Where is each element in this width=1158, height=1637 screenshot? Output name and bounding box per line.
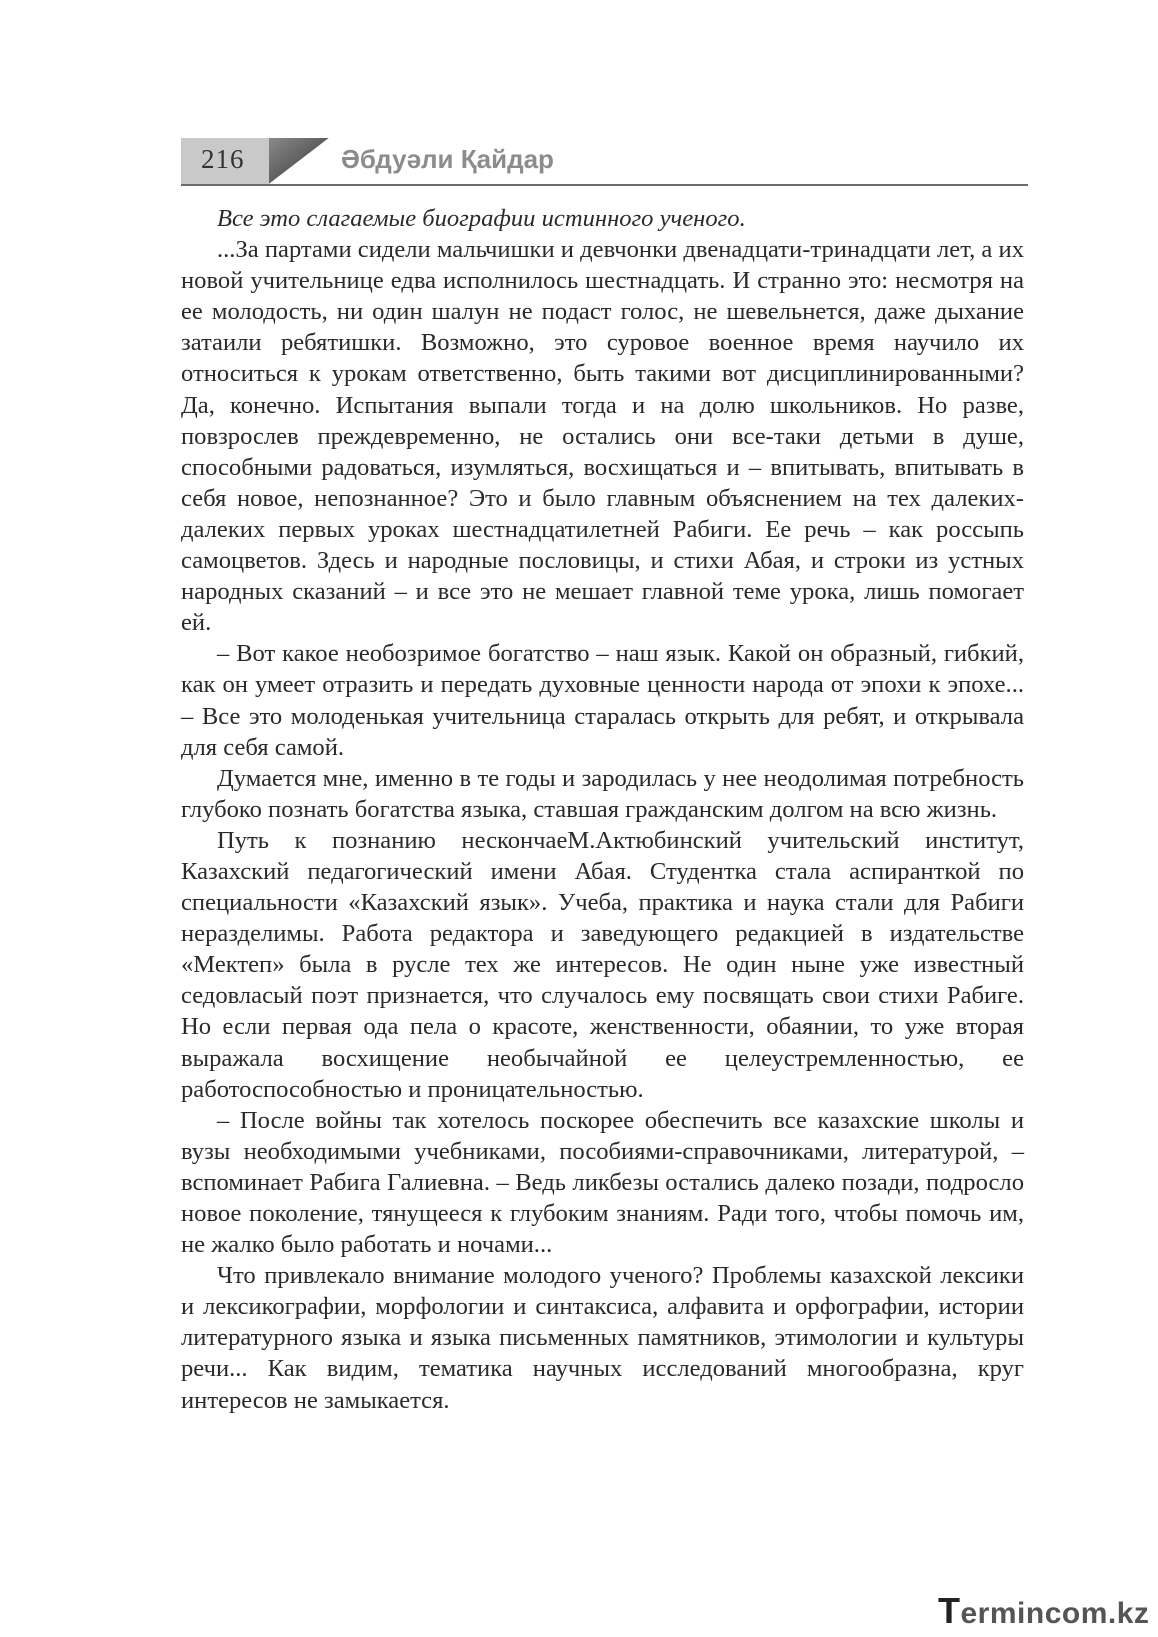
header-arrow-shape [269, 138, 329, 184]
watermark-logo [938, 1590, 1149, 1632]
paragraph: – После войны так хотелось поскорее обеспечить все казахские школы и вузы необходимыми учебниками, пособиями-справочниками, литературой, – вспоминает Рабига Галиевна. – Ведь ликбезы остались далеко позади, подросло новое поколение, тянущееся к глубоким знаниям. Ради того, чтобы помочь им, не жалко было работать и ночами... [181, 1106, 1024, 1259]
author-name: Әбдуәли Қайдар [341, 144, 554, 174]
paragraph: Думается мне, именно в те годы и зародилась у нее неодолимая потребность глубоко познать богатства языка, ставшая гражданским долгом на всю жизнь. [181, 764, 1024, 823]
paragraph-intro: Все это слагаемые биографии истинного ученого. [217, 205, 746, 232]
watermark-o: o [1061, 1597, 1081, 1630]
paragraph: – Вот какое необозримое богатство – наш язык. Какой он образный, гибкий, как он умеет отразить и передать духовные ценности народа от эпохи к эпохе... – Все это молоденькая учительница старалась открыть для ребят, и открывала для себя самой. [181, 640, 1024, 761]
running-header [181, 138, 1028, 190]
watermark-initial: T [938, 1590, 961, 1631]
header-rule [181, 184, 1028, 186]
page-number-tab [181, 138, 269, 184]
paragraph: Путь к познанию нескончаеМ.Актюбинский учительский институт, Казахский педагогический имени Абая. Студентка стала аспиранткой по специальности «Казахский язык». Учеба, практика и наука стали для Рабиги неразделимы. Работа редактора и заведующего редакцией в издательстве «Мектеп» была в русле тех же интересов. Не один ныне уже известный седовласый поэт признается, что случалось ему посвящать свои стихи Рабиге. Но если первая ода пела о красоте, женственности, обаянии, то уже вторая выражала восхищение необычайной ее целеустремленностью, ее работоспособностью и проницательностью. [181, 826, 1024, 1103]
paragraph: Что привлекало внимание молодого ученого? Проблемы казахской лексики и лексикографии, морфологии и синтаксиса, алфавита и орфографии, истории литературного языка и языка письменных памятников, этимологии и культуры речи... Как видим, тематика научных исследований многообразна, круг интересов не замыкается. [181, 1262, 1024, 1414]
page-number: 216 [201, 144, 245, 174]
watermark-tail: m.kz [1080, 1597, 1150, 1630]
paragraph: ...За партами сидели мальчишки и девчонки двенадцати-тринадцати лет, а их новой учительнице едва исполнилось шестнадцать. И странно это: несмотря на ее молодость, ни один шалун не подаст голос, не шевельнется, даже дыхание затаили ребятишки. Возможно, это суровое военное время научило их относиться к урокам ответственно, быть такими вот дисциплинированными? Да, конечно. Испытания выпали тогда и на долю школьников. Но разве, повзрослев преждевременно, не остались они все-таки детьми в душе, способными радоваться, изумляться, восхищаться и – впитывать, впитывать в себя новое, непознанное? Это и было главным объяснением на тех далеких-далеких первых уроках шестнадцатилетней Рабиги. Ее речь – как россыпь самоцветов. Здесь и народные пословицы, и стихи Абая, и строки из устных народных сказаний – и все это не мешает главной теме урока, лишь помогает ей. [181, 236, 1024, 637]
body-text [181, 203, 1024, 1416]
watermark-part: erminc [960, 1597, 1062, 1630]
